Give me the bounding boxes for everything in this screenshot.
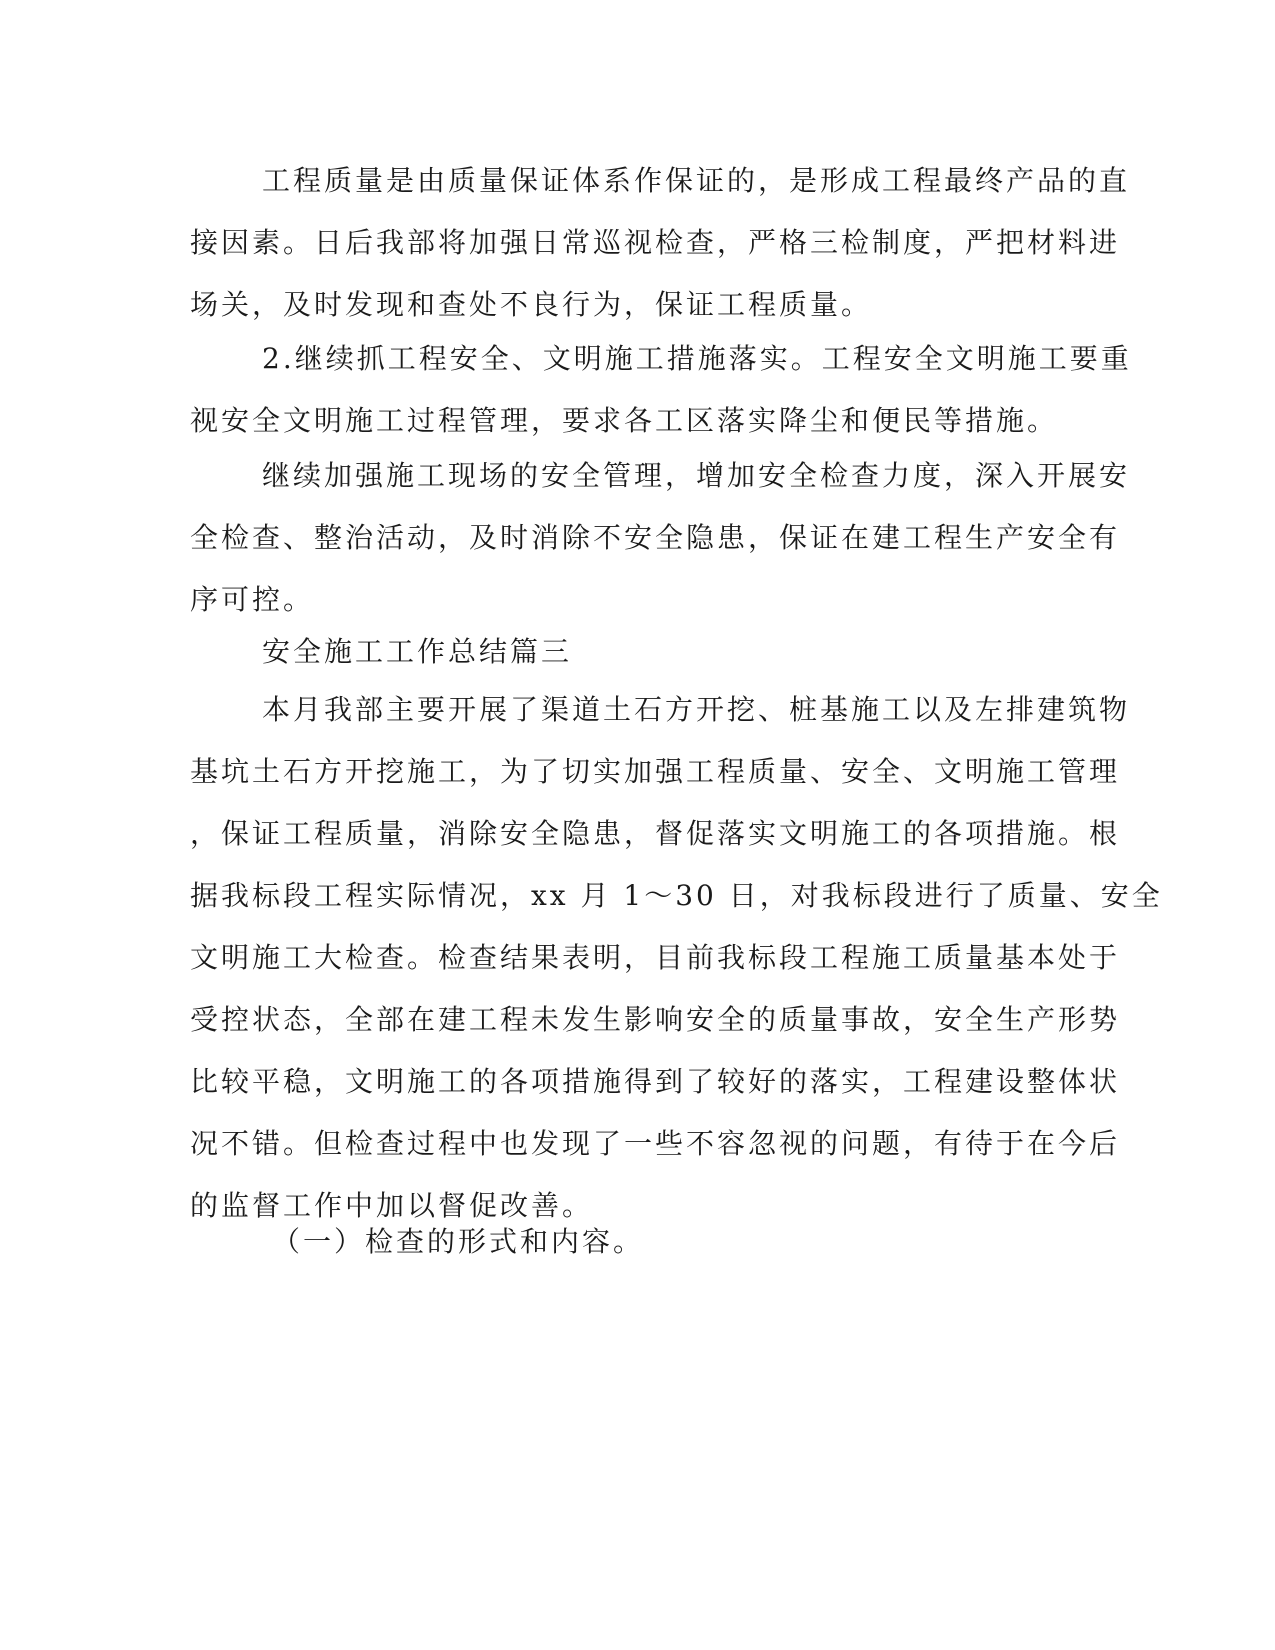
section-heading xyxy=(190,621,1090,683)
text-line: 接因素。日后我部将加强日常巡视检查，严格三检制度，严把材料进 xyxy=(190,226,1121,259)
text-line: 的监督工作中加以督促改善。 xyxy=(190,1189,594,1222)
paragraph-monthly-summary xyxy=(190,679,1163,1237)
text-line: 文明施工大检查。检查结果表明，目前我标段工程施工质量基本处于 xyxy=(190,941,1121,974)
paragraph-safety-measures xyxy=(190,328,1132,452)
text-line: 受控状态，全部在建工程未发生影响安全的质量事故，安全生产形势 xyxy=(190,1003,1121,1036)
text-line: 况不错。但检查过程中也发现了一些不容忽视的问题，有待于在今后 xyxy=(190,1127,1121,1160)
subheading-text: （一）检查的形式和内容。 xyxy=(272,1225,645,1258)
text-line: 场关，及时发现和查处不良行为，保证工程质量。 xyxy=(190,288,873,321)
text-line: 继续加强施工现场的安全管理，增加安全检查力度，深入开展安 xyxy=(262,459,1131,492)
text-line: 序可控。 xyxy=(190,583,315,616)
text-line: 本月我部主要开展了渠道土石方开挖、桩基施工以及左排建筑物 xyxy=(262,693,1131,726)
text-line: 基坑土石方开挖施工，为了切实加强工程质量、安全、文明施工管理 xyxy=(190,755,1121,788)
subsection-heading xyxy=(190,1211,1090,1273)
text-line: 视安全文明施工过程管理，要求各工区落实降尘和便民等措施。 xyxy=(190,404,1059,437)
text-line: ，保证工程质量，消除安全隐患，督促落实文明施工的各项措施。根 xyxy=(190,817,1121,850)
text-line: 全检查、整治活动，及时消除不安全隐患，保证在建工程生产安全有 xyxy=(190,521,1121,554)
heading-text: 安全施工工作总结篇三 xyxy=(262,635,573,668)
paragraph-quality xyxy=(190,150,1131,336)
paragraph-site-management xyxy=(190,445,1131,631)
text-line: 据我标段工程实际情况，xx 月 1～30 日，对我标段进行了质量、安全 xyxy=(190,879,1163,912)
text-line: 工程质量是由质量保证体系作保证的，是形成工程最终产品的直 xyxy=(262,164,1131,197)
text-line: 比较平稳，文明施工的各项措施得到了较好的落实，工程建设整体状 xyxy=(190,1065,1121,1098)
text-line: 2.继续抓工程安全、文明施工措施落实。工程安全文明施工要重 xyxy=(262,342,1132,375)
